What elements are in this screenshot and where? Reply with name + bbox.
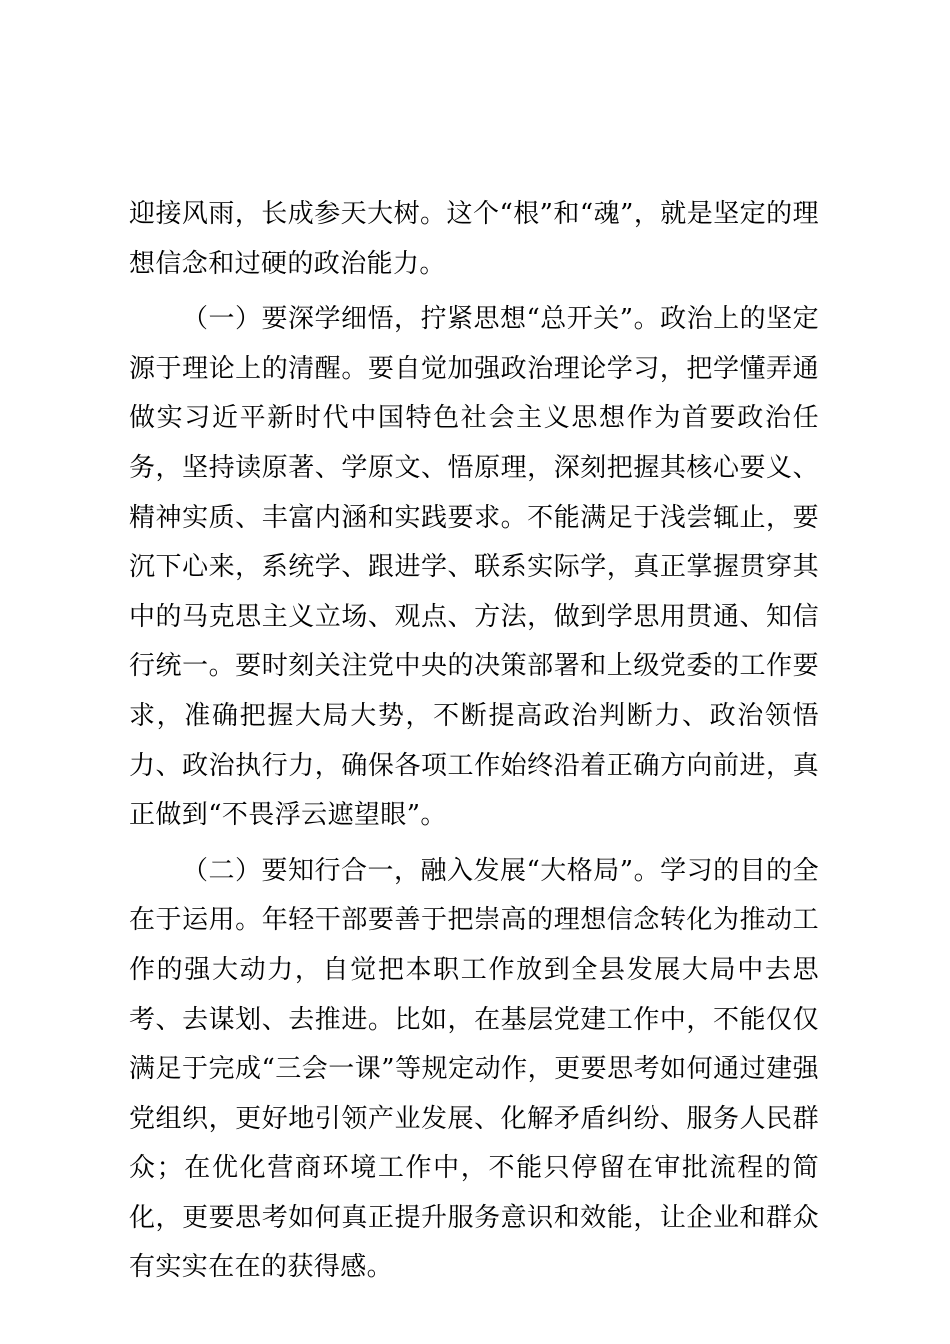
- paragraph-section-2: （二）要知行合一，融入发展“大格局”。学习的目的全在于运用。年轻干部要善于把崇高的理想信念转化为推动工作的强大动力，自觉把本职工作放到全县发展大局中去思考、去谋划、去推进。比如，在基层党建工作中，不能仅仅满足于完成“三会一课”等规定动作，更要思考如何通过建强党组织，更好地引领产业发展、化解矛盾纠纷、服务人民群众；在优化营商环境工作中，不能只停留在审批流程的简化，更要思考如何真正提升服务意识和效能，让企业和群众有实实在在的获得感。: [129, 855, 819, 1283]
- paragraph-continuation: 迎接风雨，长成参天大树。这个“根”和“魂”，就是坚定的理想信念和过硬的政治能力。: [129, 199, 819, 279]
- document-body: [129, 190, 819, 1293]
- paragraph-section-1: （一）要深学细悟，拧紧思想“总开关”。政治上的坚定源于理论上的清醒。要自觉加强政治理论学习，把学懂弄通做实习近平新时代中国特色社会主义思想作为首要政治任务，坚持读原著、学原文、悟原理，深刻把握其核心要义、精神实质、丰富内涵和实践要求。不能满足于浅尝辄止，要沉下心来，系统学、跟进学、联系实际学，真正掌握贯穿其中的马克思主义立场、观点、方法，做到学思用贯通、知信行统一。要时刻关注党中央的决策部署和上级党委的工作要求，准确把握大局大势，不断提高政治判断力、政治领悟力、政治执行力，确保各项工作始终沿着正确方向前进，真正做到“不畏浮云遮望眼”。: [129, 304, 819, 831]
